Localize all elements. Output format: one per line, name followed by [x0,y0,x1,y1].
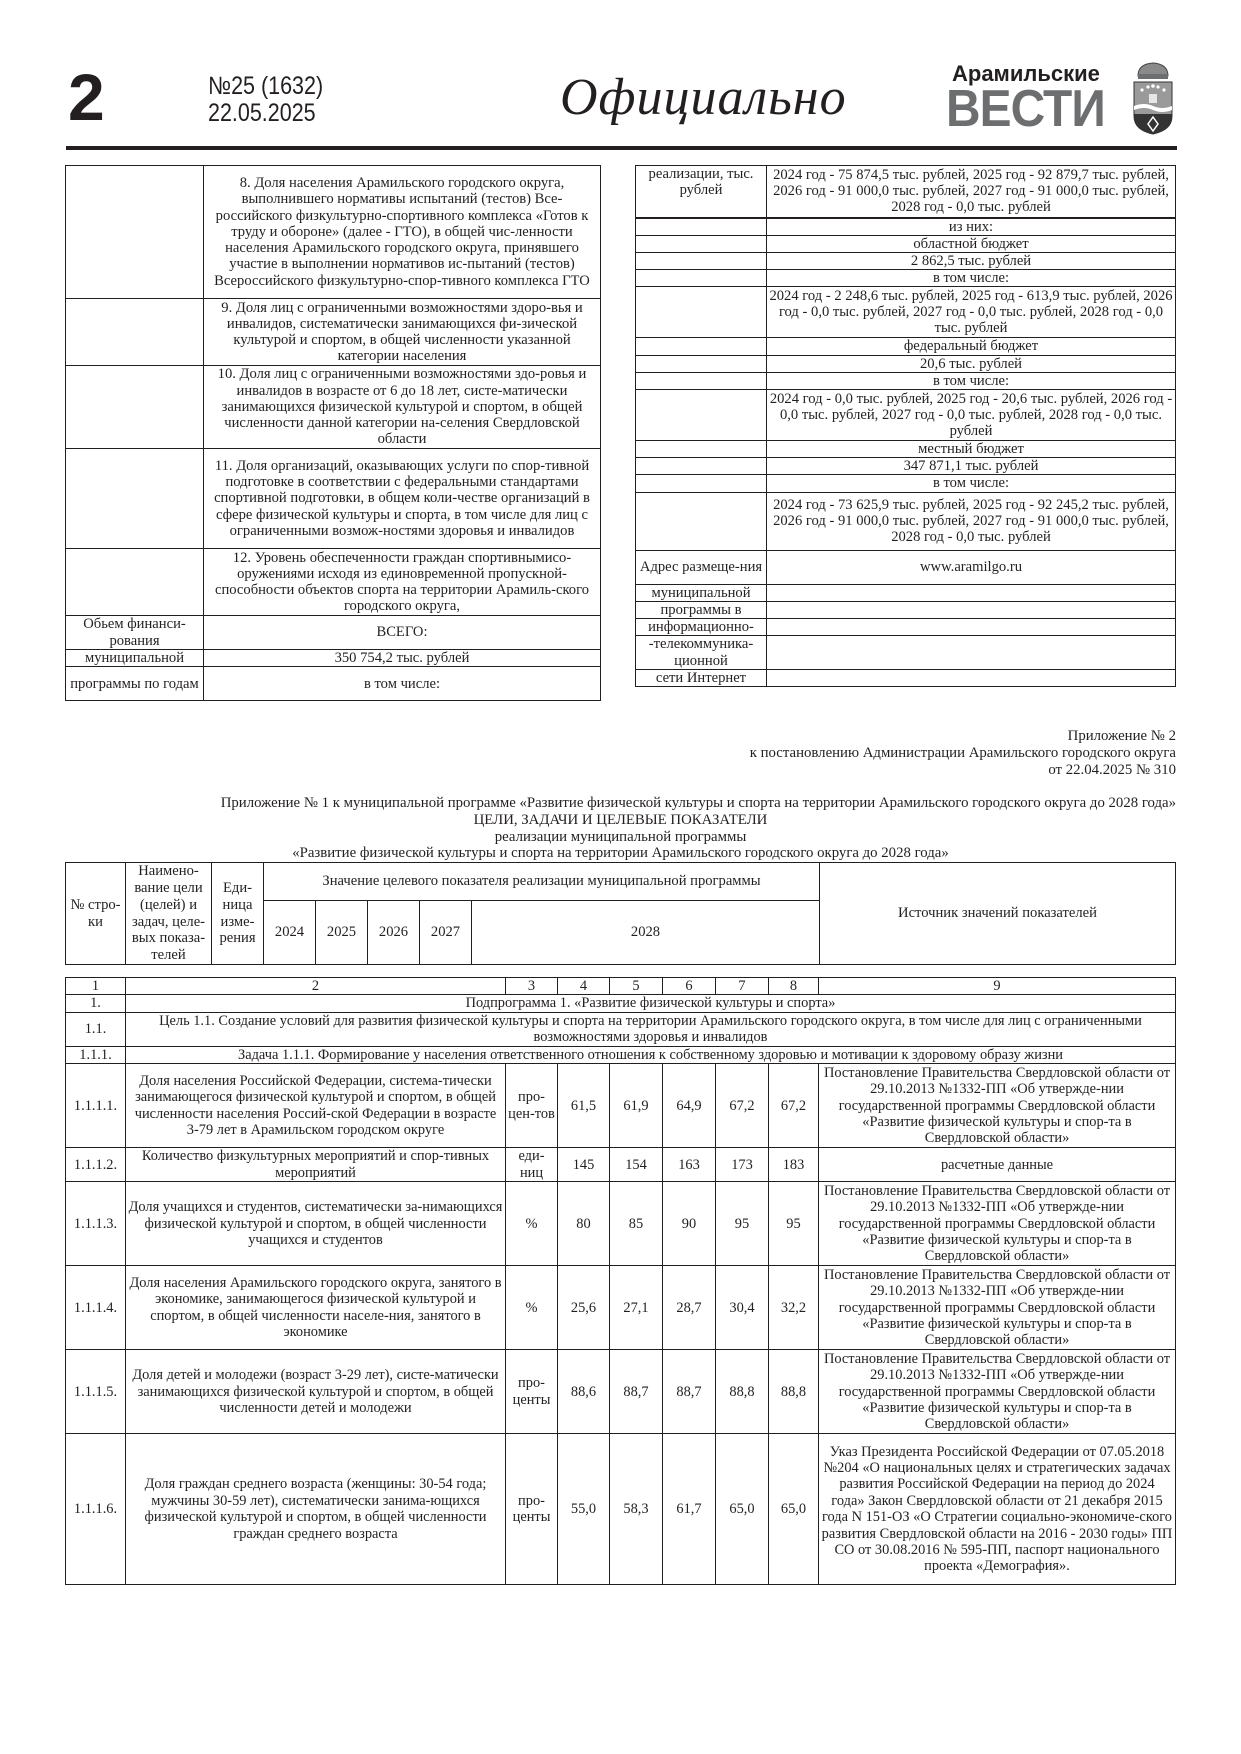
appendix-number: Приложение № 2 [1067,728,1176,744]
col-header-year: 2026 [368,901,420,965]
task-row [66,1046,1176,1063]
row-value: 2024 год - 73 625,9 тыс. рублей, 2025 год - 92 245,2 тыс. рублей, 2026 год - 91 000,0 тыс. рублей, 2027 год - 91 000,0 тыс. рублей, 2028 год - 0,0 тыс. рублей [767,492,1176,550]
passport-right-table [635,165,1176,687]
subprogram-title: Подпрограмма 1. «Развитие физической культуры и спорта» [126,995,1176,1012]
col-header-year: 2028 [472,901,820,965]
appendix-date: от 22.04.2025 № 310 [1048,762,1176,778]
row-no: 1.1.1. [66,1046,126,1063]
table-row [636,584,1176,601]
col-header-source: Источник значений показателей [820,863,1176,965]
row-value [767,618,1176,635]
page-title: ЦЕЛИ, ЗАДАЧИ И ЦЕЛЕВЫЕ ПОКАЗАТЕЛИ [473,811,768,828]
indicator-name: Доля граждан среднего возраста (женщины: 30-54 года; мужчины 30-59 лет), систематически занима-ющихся физической культурой и спортом, в общей численности граждан среднего возраста [126,1434,506,1585]
row-value: ВСЕГО: [204,616,601,650]
value-2028: 67,2 [769,1064,819,1148]
table-row [636,458,1176,475]
row-no: 1.1.1.3. [66,1182,126,1266]
table-row [636,235,1176,252]
row-label [636,372,767,389]
task-title: Задача 1.1.1. Формирование у населения ответственного отношения к собственному здоровью и мотивации к здоровому образу жизни [126,1046,1176,1063]
indicator-source: Постановление Правительства Свердловской области от 29.10.2013 №1332-ПП «Об утвержде-нии государственной программы Свердловской области «Развитие физической культуры и спор-та в Свердловской области» [819,1350,1176,1434]
col-header-year: 2025 [316,901,368,965]
issue-number: №25 (1632) [208,72,324,100]
page-subtitle: реализации муниципальной программы [494,828,747,845]
row-label: Обьем финанси-рования [66,616,204,650]
table-row [66,1148,1176,1182]
indicator-source: Постановление Правительства Свердловской области от 29.10.2013 №1332-ПП «Об утвержде-нии государственной программы Свердловской области «Развитие физической культуры и спор-та в Свердловской области» [819,1266,1176,1350]
table-row [636,601,1176,618]
row-value: 347 871,1 тыс. рублей [767,458,1176,475]
col-number: 6 [663,978,716,995]
column-numbers-row [66,978,1176,995]
table-row [66,650,601,667]
row-value: местный бюджет [767,440,1176,457]
row-label [636,492,767,550]
indicator-name: Доля населения Российской Федерации, система-тически занимающегося физической культурой и спортом, в общей численности населения Россий-ской Федерации в возрасте 3-79 лет в Арамильском городском округе [126,1064,506,1148]
indicator-source: расчетные данные [819,1148,1176,1182]
row-label [636,389,767,440]
table-row [66,166,601,299]
table-row [66,1434,1176,1585]
indicator-source: Постановление Правительства Свердловской области от 29.10.2013 №1332-ПП «Об утвержде-нии государственной программы Свердловской области «Развитие физической культуры и спор-та в Свердловской области» [819,1182,1176,1266]
value-2028: 183 [769,1148,819,1182]
indicators-table [65,977,1176,1585]
city-coat-of-arms-icon [1130,60,1176,136]
row-label [66,299,204,366]
col-header-values-group: Значение целевого показателя реализации муниципальной программы [264,863,820,901]
row-value [767,636,1176,670]
table-row [636,475,1176,492]
col-header-row-no: № стро-ки [66,863,126,965]
value-2026: 64,9 [663,1064,716,1148]
table-row [66,1266,1176,1350]
row-no: 1.1.1.1. [66,1064,126,1148]
row-label [636,218,767,236]
table-row [636,270,1176,287]
value-2024: 25,6 [558,1266,610,1350]
row-label [636,475,767,492]
indicator-unit: про-цен-тов [506,1064,558,1148]
value-2024: 80 [558,1182,610,1266]
col-number: 1 [66,978,126,995]
table-row [636,218,1176,236]
table-row [636,389,1176,440]
row-value [767,601,1176,618]
passport-left-table [65,165,601,701]
page-number: 2 [68,60,103,134]
row-value: 10. Доля лиц с ограниченными возможностями здо-ровья и инвалидов в возрасте от 6 до 18 лет, систе-матически занимающихся физической культурой и спортом, в общей численности данной категории на-селения Свердловской области [204,366,601,449]
indicator-source: Указ Президента Российской Федерации от 07.05.2018 №204 «О национальных целях и стратегических задачах развития Российской Федерации на период до 2024 года» Закон Свердловской области от 21 декабря 2015 года N 151-ОЗ «О Стратегии социально-экономиче-ского развития Свердловской области на 2016 - 2030 годы» ПП СО от 30.08.2016 № 595-ПП, паспорт национального проекта «Демография». [819,1434,1176,1585]
table-row [636,372,1176,389]
value-2026: 163 [663,1148,716,1182]
table-row [636,166,1176,218]
row-value: 11. Доля организаций, оказывающих услуги по спор-тивной подготовке в соответствии с федеральными стандартами спортивной подготовки, в общем коли-честве организаций в сфере физической культуры и спорта, в том числе для лиц с ограниченными возмож-ностями здоровья и инвалидов [204,449,601,549]
header-divider [66,146,1177,150]
indicator-name: Доля детей и молодежи (возраст 3-29 лет), систе-матически занимающихся физической культурой и спортом, в общей численности детей и молодежи [126,1350,506,1434]
value-2024: 55,0 [558,1434,610,1585]
table-row [66,667,601,701]
row-value: 350 754,2 тыс. рублей [204,650,601,667]
col-number: 3 [506,978,558,995]
value-2027: 65,0 [716,1434,769,1585]
table-row [636,252,1176,269]
value-2025: 27,1 [610,1266,663,1350]
table-row [636,492,1176,550]
row-label [66,549,204,616]
indicator-source: Постановление Правительства Свердловской области от 29.10.2013 №1332-ПП «Об утвержде-нии государственной программы Свердловской области «Развитие физической культуры и спор-та в Свердловской области» [819,1064,1176,1148]
row-label [66,166,204,299]
program-name: «Развитие физической культуры и спорта на территории Арамильского городского округа до 2028 года» [292,845,949,862]
indicator-unit: % [506,1266,558,1350]
col-header-year: 2024 [264,901,316,965]
subprogram-row [66,995,1176,1012]
row-value [767,584,1176,601]
col-header-unit: Еди-ница изме-рения [212,863,264,965]
row-value: из них: [767,218,1176,236]
row-label [636,440,767,457]
table-row [636,287,1176,338]
indicator-name: Доля учащихся и студентов, систематически за-нимающихся физической культурой и спортом, в общей численности учащихся и студентов [126,1182,506,1266]
indicator-unit: еди-ниц [506,1148,558,1182]
row-label: реализации, тыс. рублей [636,166,767,218]
goal-row [66,1012,1176,1046]
row-value: областной бюджет [767,235,1176,252]
table-row [636,670,1176,687]
row-label [66,366,204,449]
row-no: 1.1.1.4. [66,1266,126,1350]
value-2027: 173 [716,1148,769,1182]
row-label [636,252,767,269]
col-number: 5 [610,978,663,995]
value-2024: 145 [558,1148,610,1182]
issue-info [208,73,323,127]
value-2027: 30,4 [716,1266,769,1350]
row-value: 8. Доля населения Арамильского городского округа, выполнившего нормативы испытаний (тестов) Все-российского физкультурно-спортивного комплекса «Готов к труду и обороне» (далее - ГТО), в общей чис-ленности населения Арамильского городского округа, принявшего участие в выполнении нормативов ис-пытаний (тестов) Всероссийского физкультурно-спор-тивного комплекса ГТО [204,166,601,299]
indicator-name: Доля населения Арамильского городского округа, занятого в экономике, занимающегося физической культурой и спортом, в общей численности населе-ния, занятого в экономике [126,1266,506,1350]
indicators-header-table [65,862,1176,965]
value-2028: 88,8 [769,1350,819,1434]
row-value: в том числе: [767,372,1176,389]
table-row [66,549,601,616]
row-label [636,338,767,355]
value-2028: 65,0 [769,1434,819,1585]
table-row [66,1064,1176,1148]
indicator-unit: про-центы [506,1434,558,1585]
row-value: 2024 год - 75 874,5 тыс. рублей, 2025 год - 92 879,7 тыс. рублей, 2026 год - 91 000,0 тыс. рублей, 2027 год - 91 000,0 тыс. рублей, 2028 год - 0,0 тыс. рублей [767,166,1176,218]
col-number: 8 [769,978,819,995]
row-label: информационно- [636,618,767,635]
value-2028: 95 [769,1182,819,1266]
value-2025: 85 [610,1182,663,1266]
row-label [636,355,767,372]
row-label [636,458,767,475]
value-2028: 32,2 [769,1266,819,1350]
col-number: 7 [716,978,769,995]
value-2026: 88,7 [663,1350,716,1434]
table-row [66,449,601,549]
table-row [636,550,1176,584]
row-label [66,449,204,549]
col-number: 2 [126,978,506,995]
table-row [636,355,1176,372]
value-2024: 88,6 [558,1350,610,1434]
value-2027: 88,8 [716,1350,769,1434]
row-value: в том числе: [767,475,1176,492]
row-label [636,235,767,252]
row-label [636,287,767,338]
value-2026: 28,7 [663,1266,716,1350]
row-label: программы в [636,601,767,618]
row-value: в том числе: [767,270,1176,287]
row-label: муниципальной [66,650,204,667]
brand-name-top: Арамильские [952,61,1100,86]
indicator-unit: % [506,1182,558,1266]
row-no: 1.1.1.6. [66,1434,126,1585]
value-2025: 61,9 [610,1064,663,1148]
table-row [636,440,1176,457]
table-row [66,1350,1176,1434]
row-label: Адрес размеще-ния [636,550,767,584]
value-2025: 88,7 [610,1350,663,1434]
row-label [636,270,767,287]
goal-title: Цель 1.1. Создание условий для развития физической культуры и спорта на территории Арамильского городского округа, в том числе для лиц с ограниченными возможностями здоровья и инвалидов [126,1012,1176,1046]
col-number: 4 [558,978,610,995]
value-2024: 61,5 [558,1064,610,1148]
row-value: в том числе: [204,667,601,701]
value-2025: 154 [610,1148,663,1182]
appendix-reference [750,728,1176,779]
row-value: 12. Уровень обеспеченности граждан спортивнымисо-оружениями исходя из единовременной пропускной-способности объектов спорта на территории Арамиль-ского городского округа, [204,549,601,616]
value-2025: 58,3 [610,1434,663,1585]
row-no: 1.1.1.5. [66,1350,126,1434]
value-2026: 61,7 [663,1434,716,1585]
website-link[interactable]: www.aramilgo.ru [767,550,1176,584]
value-2027: 95 [716,1182,769,1266]
row-no: 1. [66,995,126,1012]
row-value: 9. Доля лиц с ограниченными возможностями здоро-вья и инвалидов, систематически занимающихся фи-зической культурой и спортом, в общей численности указанной категории населения [204,299,601,366]
row-value: 2024 год - 0,0 тыс. рублей, 2025 год - 20,6 тыс. рублей, 2026 год - 0,0 тыс. рублей, 2027 год - 0,0 тыс. рублей, 2028 год - 0,0 тыс. рублей [767,389,1176,440]
col-number: 9 [819,978,1176,995]
row-label: программы по годам [66,667,204,701]
document-titles [65,795,1176,862]
row-value: 2024 год - 2 248,6 тыс. рублей, 2025 год - 613,9 тыс. рублей, 2026 год - 0,0 тыс. рублей, 2027 год - 0,0 тыс. рублей, 2028 год - 0,0 тыс. рублей [767,287,1176,338]
issue-date: 22.05.2025 [208,99,316,127]
row-label: сети Интернет [636,670,767,687]
row-value: 20,6 тыс. рублей [767,355,1176,372]
row-value: 2 862,5 тыс. рублей [767,252,1176,269]
value-2026: 90 [663,1182,716,1266]
brand-name-main: ВЕСТИ [946,80,1105,138]
col-header-name: Наимено-вание цели (целей) и задач, целе-вых показа-телей [126,863,212,965]
value-2027: 67,2 [716,1064,769,1148]
appendix-decree: к постановлению Администрации Арамильского городского округа [749,745,1176,761]
table-row [636,636,1176,670]
appendix-lead: Приложение № 1 к муниципальной программе «Развитие физической культуры и спорта на территории Арамильского городского округа до 2028 года» [220,795,1176,811]
col-header-year: 2027 [420,901,472,965]
table-row [66,299,601,366]
table-row [636,338,1176,355]
row-label: муниципальной [636,584,767,601]
row-no: 1.1. [66,1012,126,1046]
indicator-name: Количество физкультурных мероприятий и спор-тивных мероприятий [126,1148,506,1182]
row-value: федеральный бюджет [767,338,1176,355]
table-row [636,618,1176,635]
table-row [66,366,601,449]
indicator-unit: про-центы [506,1350,558,1434]
row-label: -телекоммуника-ционной [636,636,767,670]
section-title: Официально [560,69,847,126]
table-row [66,616,601,650]
row-no: 1.1.1.2. [66,1148,126,1182]
row-value [767,670,1176,687]
table-row [66,1182,1176,1266]
